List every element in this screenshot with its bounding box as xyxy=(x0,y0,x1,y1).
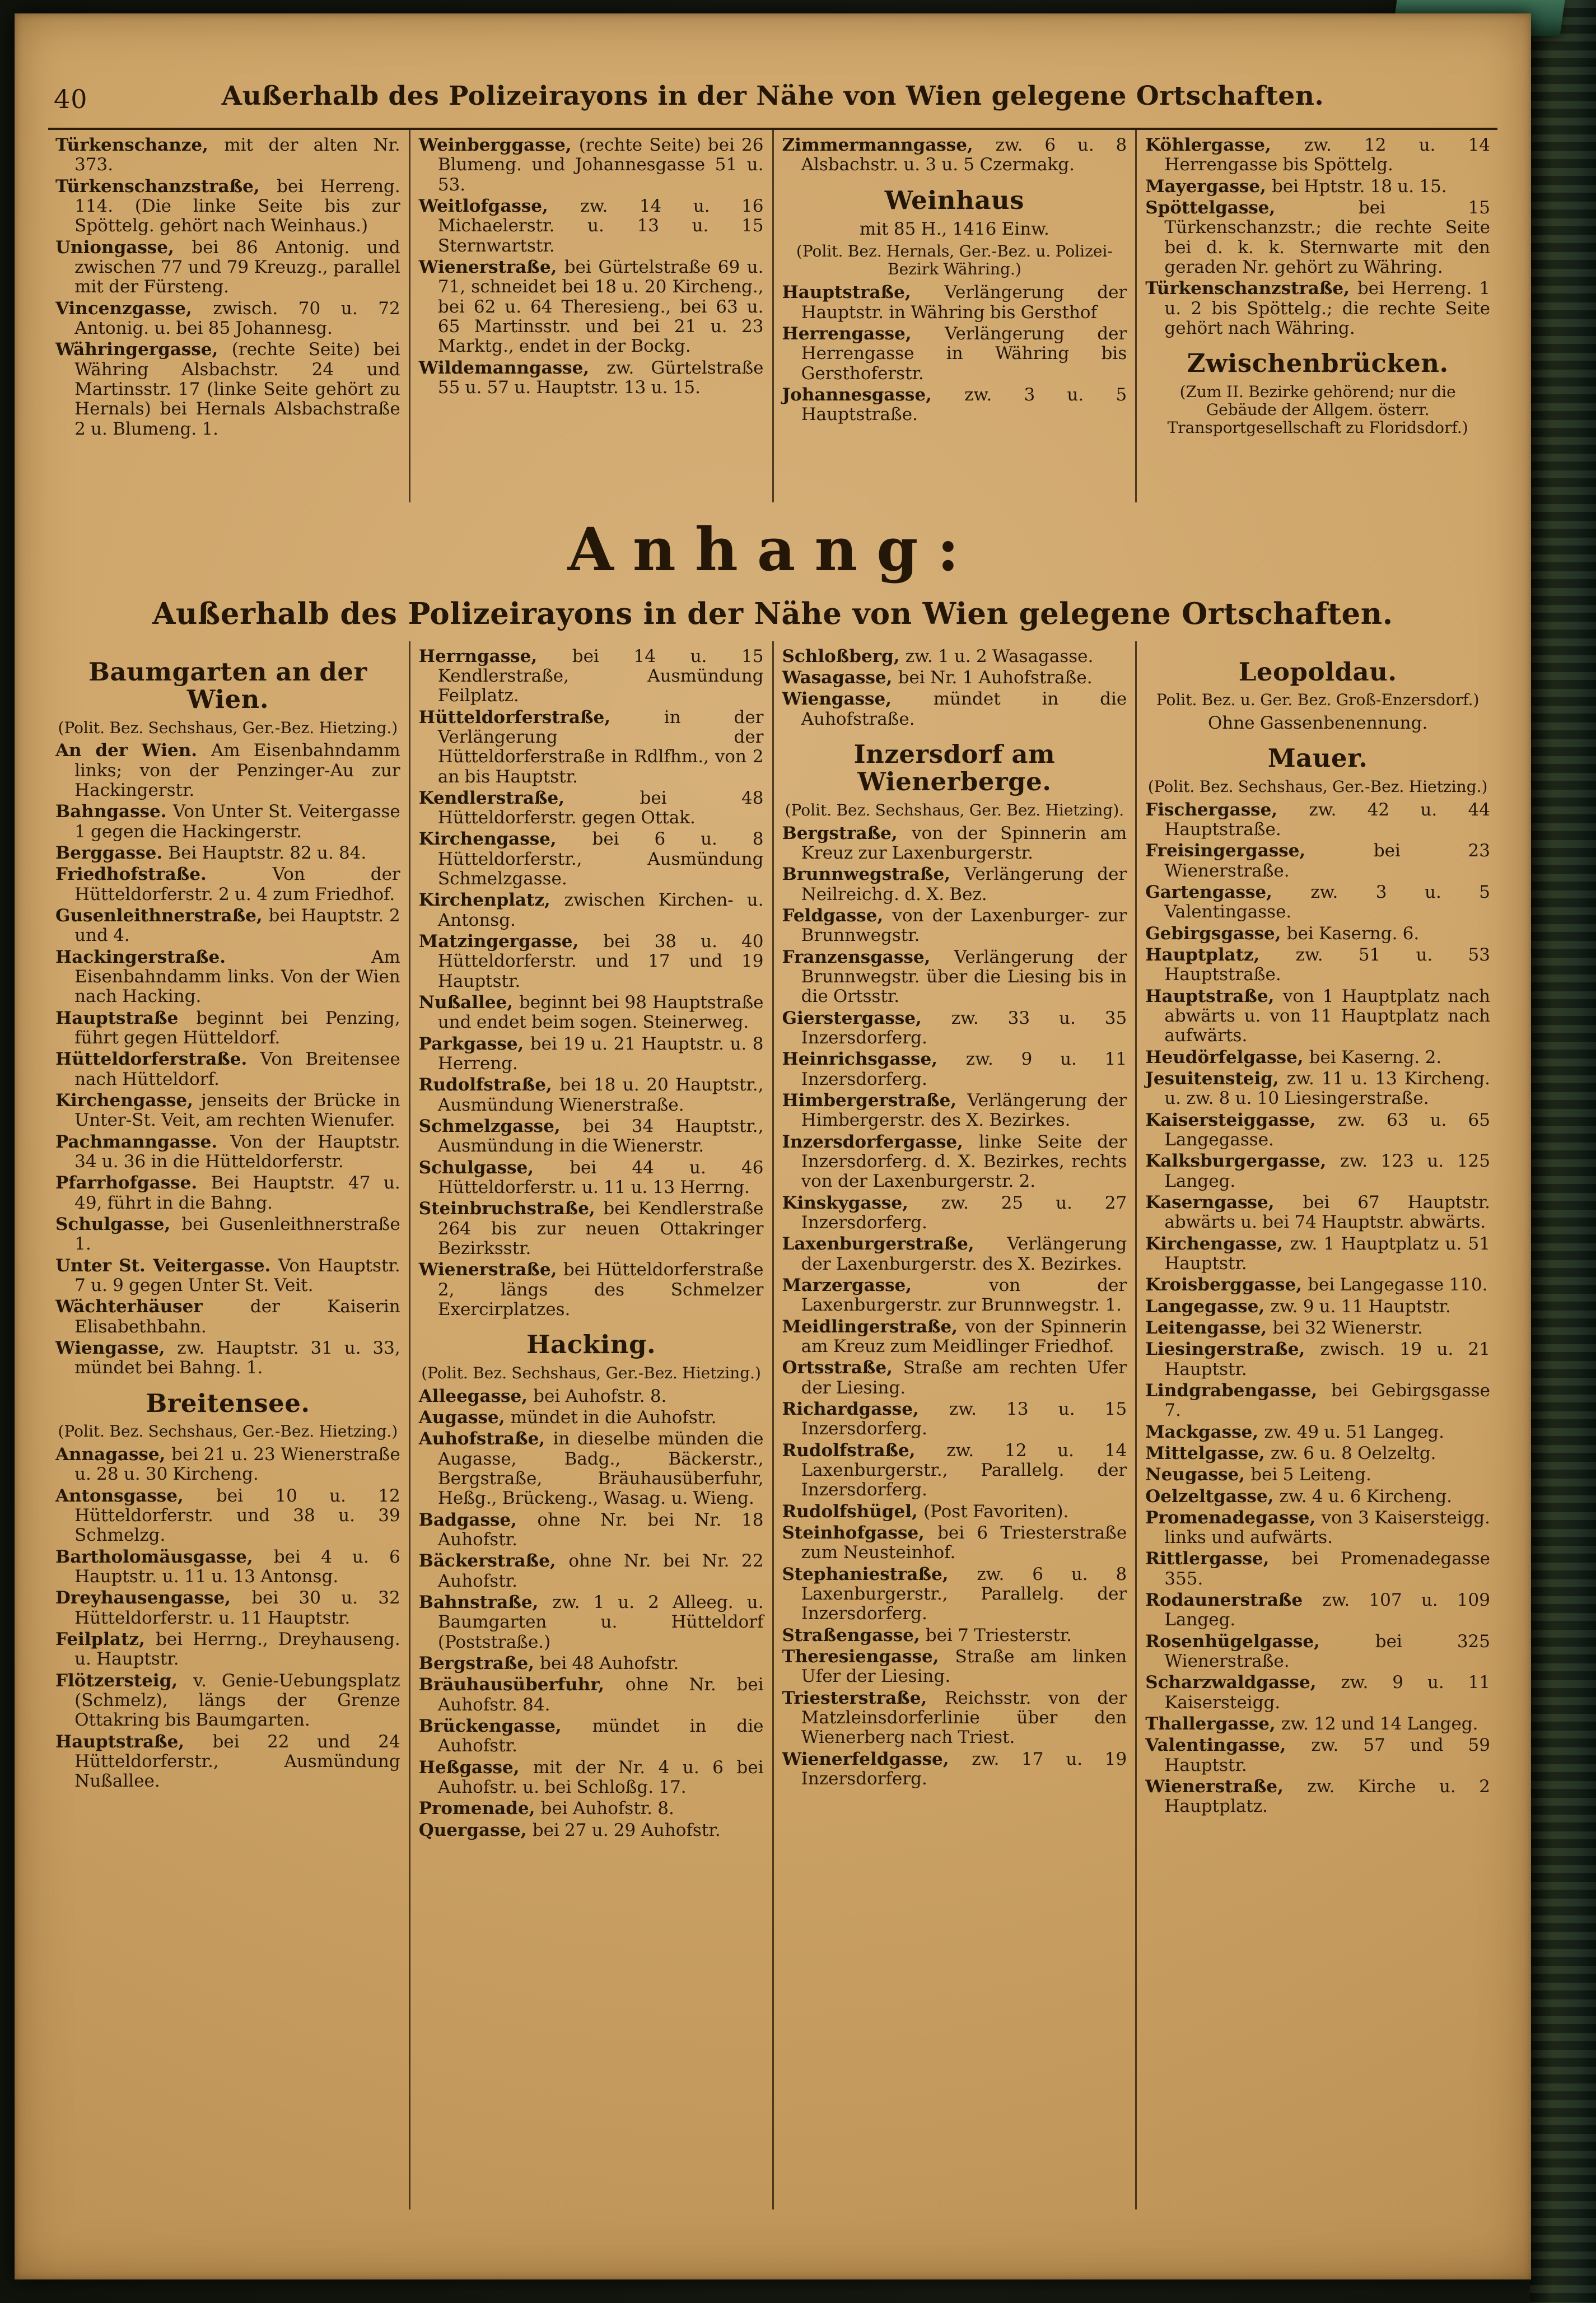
street-name: Weitlofgasse, xyxy=(418,195,581,216)
street-name: Uniongasse, xyxy=(55,237,192,258)
anhang-subtitle: Außerhalb des Polizeirayons in der Nähe von Wien gelegene Ortschaften. xyxy=(152,596,1393,631)
directory-entry: Johannesgasse, zw. 3 u. 5 Hauptstraße. xyxy=(782,384,1127,425)
street-name: Rudolfstraße, xyxy=(418,1075,560,1095)
street-name: Wasagasse, xyxy=(782,667,898,688)
directory-entry: Bahnstraße, zw. 1 u. 2 Alleeg. u. Baumgarten u. Hütteldorf (Poststraße.) xyxy=(418,1592,764,1652)
street-name: Kalksburgergasse, xyxy=(1145,1151,1340,1172)
directory-entry: Herrngasse, bei 14 u. 15 Kendlerstraße, Ausmündung Feilplatz. xyxy=(418,646,764,706)
street-name: Matzingergasse, xyxy=(418,931,604,952)
street-name: Hauptstraße, xyxy=(782,282,945,303)
street-name: Thallergasse, xyxy=(1145,1714,1281,1735)
street-name: Kaserngasse, xyxy=(1145,1192,1303,1213)
directory-entry: Spöttelgasse, bei 15 Türkenschanzstr.; die rechte Seite bei d. k. k. Sternwarte mit den geraden Nr. gehört zu Währing. xyxy=(1145,197,1490,277)
section-heading: Inzersdorf am Wienerberge. xyxy=(853,739,1056,797)
directory-entry: Herrengasse, Verlängerung der Herrengasse in Währing bis Gersthoferstr. xyxy=(782,323,1127,384)
street-name: Mayergasse, xyxy=(1145,176,1272,197)
top-column-3 xyxy=(772,130,1136,502)
street-name: Ortsstraße, xyxy=(782,1358,903,1378)
directory-entry: Kaisersteiggasse, zw. 63 u. 65 Langegasse. xyxy=(1145,1109,1490,1150)
district-note: Polit. Bez. u. Ger. Bez. Groß-Enzersdorf.) xyxy=(1156,691,1480,710)
street-name: Hauptstraße, xyxy=(1145,986,1283,1006)
directory-entry: Währingergasse, (rechte Seite) bei Währing Alsbachstr. 24 und Martinsstr. 17 (linke Seite gehört zu Hernals) bei Hernals Alsbachstraße 2 u. Blumeng. 1. xyxy=(55,339,400,439)
directory-entry: Thallergasse, zw. 12 und 14 Langeg. xyxy=(1145,1714,1478,1735)
street-name: Mittelgasse, xyxy=(1145,1443,1271,1463)
street-name: Flötzersteig, xyxy=(55,1670,194,1691)
street-name: Badgasse, xyxy=(418,1509,538,1530)
directory-entry: Kirchenplatz, zwischen Kirchen- u. Antonsg. xyxy=(418,890,764,930)
directory-entry: Rudolfshügel, (Post Favoriten). xyxy=(782,1501,1069,1522)
directory-entry: Gartengasse, zw. 3 u. 5 Valentingasse. xyxy=(1145,882,1490,922)
street-name: Bräuhausüberfuhr, xyxy=(418,1675,626,1695)
directory-entry: Heßgasse, mit der Nr. 4 u. 6 bei Auhofstr. u. bei Schloßg. 17. xyxy=(418,1757,764,1797)
directory-entry: Matzingergasse, bei 38 u. 40 Hütteldorferstr. und 17 und 19 Hauptstr. xyxy=(418,931,764,991)
page-header xyxy=(47,81,1499,120)
street-name: Auhofstraße, xyxy=(418,1429,553,1449)
directory-entry: Augasse, mündet in die Auhofstr. xyxy=(418,1407,717,1428)
street-name: Fischergasse, xyxy=(1145,799,1309,820)
directory-entry: Schulgasse, bei 44 u. 46 Hütteldorferstr. u. 11 u. 13 Herrng. xyxy=(418,1157,764,1198)
directory-entry: Bäckerstraße, ohne Nr. bei Nr. 22 Auhofstr. xyxy=(418,1551,764,1591)
bottom-column-3 xyxy=(772,641,1136,2209)
street-name: Lindgrabengasse, xyxy=(1145,1380,1332,1401)
section-heading: Baumgarten an der Wien. xyxy=(88,656,367,715)
street-name: Hauptstraße, xyxy=(55,1731,213,1752)
directory-entry: Türkenschanze, mit der alten Nr. 373. xyxy=(55,135,400,175)
street-name: Heßgasse, xyxy=(418,1757,533,1778)
street-name: Steinhofgasse, xyxy=(782,1522,938,1543)
directory-entry: Bräuhausüberfuhr, ohne Nr. bei Auhofstr. 84. xyxy=(418,1675,764,1715)
directory-entry: Steinbruchstraße, bei Kendlerstraße 264 bis zur neuen Ottakringer Bezirksstr. xyxy=(418,1199,764,1259)
directory-entry: Theresiengasse, Straße am linken Ufer der Liesing. xyxy=(782,1646,1127,1687)
directory-entry: Neugasse, bei 5 Leiteng. xyxy=(1145,1465,1371,1485)
street-name: Schmelzgasse, xyxy=(418,1116,583,1137)
street-name: Hackingerstraße. xyxy=(55,947,371,967)
centered-line: mit 85 H., 1416 Einw. xyxy=(859,219,1049,240)
street-name: Brückengasse, xyxy=(418,1716,592,1737)
directory-entry: Steinhofgasse, bei 6 Triesterstraße zum Neusteinhof. xyxy=(782,1522,1127,1563)
directory-entry: Vincenzgasse, zwisch. 70 u. 72 Antonig. u. bei 85 Johannesg. xyxy=(55,298,400,338)
directory-entry: Hütteldorferstraße. Von Breitensee nach Hütteldorf. xyxy=(55,1049,400,1089)
street-name: Heinrichsgasse, xyxy=(782,1049,966,1070)
street-name: Brunnwegstraße, xyxy=(782,864,964,885)
directory-entry: Ortsstraße, Straße am rechten Ufer der Liesing. xyxy=(782,1358,1127,1398)
directory-entry: Wienerfeldgasse, zw. 17 u. 19 Inzersdorferg. xyxy=(782,1749,1127,1789)
street-name: Wiengasse, xyxy=(55,1337,178,1358)
street-name: Annagasse, xyxy=(55,1444,171,1465)
directory-entry: Badgasse, ohne Nr. bei Nr. 18 Auhofstr. xyxy=(418,1509,764,1550)
top-columns xyxy=(47,130,1499,502)
directory-entry: Himbergerstraße, Verlängerung der Himbergerstr. des X. Bezirkes. xyxy=(782,1090,1127,1131)
directory-entry: Promenade, bei Auhofstr. 8. xyxy=(418,1798,674,1819)
directory-entry: Richardgasse, zw. 13 u. 15 Inzersdorferg. xyxy=(782,1398,1127,1439)
street-name: Oelzeltgasse, xyxy=(1145,1486,1280,1507)
street-name: Straßengasse, xyxy=(782,1625,926,1645)
street-name: Türkenschanze, xyxy=(55,135,225,155)
section-heading: Zwischenbrücken. xyxy=(1187,348,1449,379)
street-name: Hütteldorferstraße. xyxy=(55,1049,260,1070)
street-name: Weinberggasse, xyxy=(418,135,579,155)
directory-entry: Liesingerstraße, zwisch. 19 u. 21 Hauptstr. xyxy=(1145,1339,1490,1379)
street-name: Kirchengasse, xyxy=(1145,1233,1290,1254)
street-name: Leitengasse, xyxy=(1145,1317,1273,1338)
bottom-column-4 xyxy=(1135,641,1499,2209)
directory-entry: Friedhofstraße. Von der Hütteldorferstr. 2 u. 4 zum Friedhof. xyxy=(55,864,400,905)
street-name: Langegasse, xyxy=(1145,1296,1271,1317)
top-column-1 xyxy=(47,130,409,502)
directory-entry: Scharzwaldgasse, zw. 9 u. 11 Kaisersteigg. xyxy=(1145,1672,1491,1713)
district-note: (Polit. Bez. Sechshaus, Ger.-Bez. Hietzing.) xyxy=(1147,777,1488,796)
directory-entry: Pfarrhofgasse. Bei Hauptstr. 47 u. 49, führt in die Bahng. xyxy=(55,1173,400,1213)
directory-entry: Hütteldorferstraße, in der Verlängerung der Hütteldorferstraße in Rdlfhm., von 2 an bis Hauptstr. xyxy=(418,707,764,787)
book-edge xyxy=(1530,0,1596,2303)
street-name: Wienerfeldgasse, xyxy=(782,1749,972,1769)
street-name: Bahnstraße, xyxy=(418,1592,553,1613)
directory-entry: Kendlerstraße, bei 48 Hütteldorferstr. gegen Ottak. xyxy=(418,787,764,828)
directory-entry: Türkenschanzstraße, bei Herreng. 114. (Die linke Seite bis zur Spöttelg. gehört nach Weinhaus.) xyxy=(55,176,400,236)
street-name: Rudolfstraße, xyxy=(782,1440,947,1461)
directory-entry: Flötzersteig, v. Genie-Uebungsplatz (Schmelz), längs der Grenze Ottakring bis Baumgarten. xyxy=(55,1670,400,1731)
directory-entry: Rudolfstraße, bei 18 u. 20 Hauptstr., Ausmündung Wienerstraße. xyxy=(418,1075,764,1115)
street-name: Steinbruchstraße, xyxy=(418,1199,604,1219)
street-name: Gierstergasse, xyxy=(782,1008,951,1028)
anhang-title: Anhang: xyxy=(567,514,978,584)
directory-entry: Kinskygasse, zw. 25 u. 27 Inzersdorferg. xyxy=(782,1192,1127,1233)
directory-entry: Leitengasse, bei 32 Wienerstr. xyxy=(1145,1317,1423,1338)
street-name: Inzersdorfergasse, xyxy=(782,1131,979,1152)
street-name: Kirchengasse, xyxy=(418,829,592,850)
directory-entry: Weitlofgasse, zw. 14 u. 16 Michaelerstr. u. 13 u. 15 Sternwartstr. xyxy=(418,195,764,256)
street-name: Pfarrhofgasse. xyxy=(55,1173,211,1194)
street-name: Kendlerstraße, xyxy=(418,787,640,808)
district-note: (Polit. Bez. Hernals, Ger.-Bez. u. Polizei-Bezirk Währing.) xyxy=(796,242,1113,279)
street-name: Kaisersteiggasse, xyxy=(1145,1109,1338,1130)
directory-entry: Freisingergasse, bei 23 Wienerstraße. xyxy=(1145,841,1490,881)
directory-entry: Bergstraße, bei 48 Auhofstr. xyxy=(418,1653,679,1674)
directory-entry: Laxenburgerstraße, Verlängerung der Laxenburgerstr. des X. Bezirkes. xyxy=(782,1234,1127,1274)
street-name: Bergstraße, xyxy=(782,823,912,843)
street-name: Wildemanngasse, xyxy=(418,357,607,378)
directory-entry: Kalksburgergasse, zw. 123 u. 125 Langeg. xyxy=(1145,1151,1491,1191)
street-name: Berggasse. xyxy=(55,843,169,864)
directory-entry: Hauptplatz, zw. 51 u. 53 Hauptstraße. xyxy=(1145,944,1490,985)
street-name: Rudolfshügel, xyxy=(782,1501,923,1522)
directory-entry: Türkenschanzstraße, bei Herreng. 1 u. 2 bis Spöttelg.; die rechte Seite gehört nach Währing. xyxy=(1145,278,1490,338)
street-name: Promenade, xyxy=(418,1798,541,1819)
directory-entry: Wiengasse, zw. Hauptstr. 31 u. 33, mündet bei Bahng. 1. xyxy=(55,1337,400,1378)
street-name: Kirchenplatz, xyxy=(418,890,564,911)
street-name: Quergasse, xyxy=(418,1820,533,1840)
street-name: Liesingerstraße, xyxy=(1145,1339,1320,1360)
street-name: Bahngasse. xyxy=(55,801,173,822)
directory-entry: Wasagasse, bei Nr. 1 Auhofstraße. xyxy=(782,667,1093,688)
street-name: Spöttelgasse, xyxy=(1145,197,1359,218)
directory-entry: Köhlergasse, zw. 12 u. 14 Herrengasse bis Spöttelg. xyxy=(1145,135,1490,175)
street-name: Türkenschanzstraße, xyxy=(1145,278,1357,299)
street-name: Herrngasse, xyxy=(418,646,572,666)
street-name: Mackgasse, xyxy=(1145,1421,1264,1442)
street-name: Kinskygasse, xyxy=(782,1192,941,1213)
directory-entry: Mayergasse, bei Hptstr. 18 u. 15. xyxy=(1145,176,1447,197)
street-name: Türkenschanzstraße, xyxy=(55,176,277,197)
directory-entry: Hauptstraße beginnt bei Penzing, führt gegen Hütteldorf. xyxy=(55,1008,400,1048)
directory-entry: Promenadegasse, von 3 Kaisersteigg. links und aufwärts. xyxy=(1145,1507,1490,1548)
street-name: Franzensgasse, xyxy=(782,947,954,967)
street-name: Gebirgsgasse, xyxy=(1145,923,1287,944)
directory-entry: Wienerstraße, bei Gürtelstraße 69 u. 71, schneidet bei 18 u. 20 Kircheng., bei 62 u. 64 Theresieng., bei 63 u. 65 Martinsstr. und bei 21 u. 23 Marktg., endet in der Bockg. xyxy=(418,257,764,357)
street-name: An der Wien. xyxy=(55,740,211,761)
directory-entry: Hauptstraße, Verlängerung der Hauptstr. in Währing bis Gersthof xyxy=(782,282,1127,323)
street-name: Bergstraße, xyxy=(418,1653,540,1674)
directory-entry: Franzensgasse, Verlängerung der Brunnwegstr. über die Liesing bis in die Ortsstr. xyxy=(782,947,1127,1007)
directory-entry: Lindgrabengasse, bei Gebirgsgasse 7. xyxy=(1145,1380,1490,1421)
directory-entry: Rosenhügelgasse, bei 325 Wienerstraße. xyxy=(1145,1631,1490,1672)
street-name: Triesterstraße, xyxy=(782,1687,945,1708)
directory-entry: Marzergasse, von der Laxenburgerstr. zur Brunnwegstr. 1. xyxy=(782,1275,1127,1316)
street-name: Himbergerstraße, xyxy=(782,1090,968,1111)
street-name: Herrengasse, xyxy=(782,323,945,344)
directory-entry: Schulgasse, bei Gusenleithnerstraße 1. xyxy=(55,1214,400,1255)
directory-entry: Valentingasse, zw. 57 und 59 Hauptstr. xyxy=(1145,1735,1490,1775)
directory-entry: Hauptstraße, von 1 Hauptplatz nach abwärts u. von 11 Hauptplatz nach aufwärts. xyxy=(1145,986,1490,1046)
district-note: (Polit. Bez. Sechshaus, Ger.-Bez. Hietzing.) xyxy=(58,718,398,737)
directory-entry: Antonsgasse, bei 10 u. 12 Hütteldorferstr. und 38 u. 39 Schmelzg. xyxy=(55,1485,400,1546)
directory-entry: Mittelgasse, zw. 6 u. 8 Oelzeltg. xyxy=(1145,1443,1436,1463)
directory-entry: Bartholomäusgasse, bei 4 u. 6 Hauptstr. u. 11 u. 13 Antonsg. xyxy=(55,1546,400,1587)
street-name: Gartengasse, xyxy=(1145,882,1311,902)
district-note: (Polit. Bez. Sechshaus, Ger. Bez. Hietzing). xyxy=(785,800,1124,819)
street-name: Wiengasse, xyxy=(782,689,934,710)
street-name: Feilplatz, xyxy=(55,1629,156,1649)
directory-entry: Rittlergasse, bei Promenadegasse 355. xyxy=(1145,1549,1490,1589)
directory-entry: Rodaunerstraße zw. 107 u. 109 Langeg. xyxy=(1145,1590,1491,1630)
directory-entry: Rudolfstraße, zw. 12 u. 14 Laxenburgerstr., Parallelg. der Inzersdorferg. xyxy=(782,1440,1127,1500)
directory-entry: Straßengasse, bei 7 Triesterstr. xyxy=(782,1625,1072,1645)
directory-entry: Heudörfelgasse, bei Kaserng. 2. xyxy=(1145,1047,1442,1067)
street-name: Augasse, xyxy=(418,1407,511,1428)
street-name: Wienerstraße, xyxy=(418,257,564,277)
street-name: Vincenzgasse, xyxy=(55,298,213,319)
page-header-title: Außerhalb des Polizeirayons in der Nähe von Wien gelegene Ortschaften. xyxy=(221,81,1324,111)
street-name: Bartholomäusgasse, xyxy=(55,1546,274,1567)
directory-entry: Wienerstraße, zw. Kirche u. 2 Hauptplatz. xyxy=(1145,1777,1491,1817)
directory-entry: Dreyhausengasse, bei 30 u. 32 Hütteldorferstr. u. 11 Hauptstr. xyxy=(55,1588,400,1628)
street-name: Bäckerstraße, xyxy=(418,1551,569,1572)
street-name: Schulgasse, xyxy=(55,1214,182,1234)
directory-entry: Inzersdorfergasse, linke Seite der Inzersdorferg. d. X. Bezirkes, rechts von der Laxenburgerstr. 2. xyxy=(782,1131,1127,1192)
directory-entry: Alleegasse, bei Auhofstr. 8. xyxy=(418,1386,667,1406)
street-name: Richardgasse, xyxy=(782,1398,949,1419)
directory-entry: Jesuitensteig, zw. 11 u. 13 Kircheng. u. zw. 8 u. 10 Liesingerstraße. xyxy=(1145,1068,1491,1109)
directory-entry: Zimmermanngasse, zw. 6 u. 8 Alsbachstr. u. 3 u. 5 Czermakg. xyxy=(782,135,1127,175)
section-heading: Breitensee. xyxy=(146,1388,310,1418)
street-name: Unter St. Veitergasse. xyxy=(55,1255,278,1276)
street-name: Kroisberggasse, xyxy=(1145,1275,1308,1295)
section-heading: Weinhaus xyxy=(884,185,1024,215)
street-name: Wienerstraße, xyxy=(418,1260,563,1280)
street-name: Scharzwaldgasse, xyxy=(1145,1672,1341,1693)
street-name: Kirchengasse, xyxy=(55,1090,202,1111)
directory-entry: Feldgasse, von der Laxenburger- zur Brunnwegstr. xyxy=(782,906,1127,946)
district-note: (Polit. Bez. Sechshaus, Ger.-Bez. Hietzing.) xyxy=(58,1422,398,1441)
directory-entry: Brückengasse, mündet in die Auhofstr. xyxy=(418,1716,764,1756)
district-note: (Zum II. Bezirke gehörend; nur die Gebäude der Allgem. österr. Transportgesellschaft zu Floridsdorf.) xyxy=(1167,382,1468,437)
street-name: Jesuitensteig, xyxy=(1145,1068,1287,1089)
directory-entry: Hackingerstraße. Am Eisenbahndamm links. Von der Wien nach Hacking. xyxy=(55,947,400,1007)
directory-entry: Feilplatz, bei Herrng., Dreyhauseng. u. Hauptstr. xyxy=(55,1629,400,1670)
directory-entry: Mackgasse, zw. 49 u. 51 Langeg. xyxy=(1145,1421,1444,1442)
directory-entry: Fischergasse, zw. 42 u. 44 Hauptstraße. xyxy=(1145,799,1490,840)
directory-entry: Bergstraße, von der Spinnerin am Kreuz zur Laxenburgerstr. xyxy=(782,823,1127,864)
bottom-column-2 xyxy=(409,641,772,2209)
street-name: Friedhofstraße. xyxy=(55,864,273,885)
directory-entry: Weinberggasse, (rechte Seite) bei 26 Blumeng. und Johannesgasse 51 u. 53. xyxy=(418,135,764,195)
street-name: Freisingergasse, xyxy=(1145,841,1374,861)
section-heading: Hacking. xyxy=(526,1330,656,1360)
street-name: Theresiengasse, xyxy=(782,1646,955,1667)
street-name: Promenadegasse, xyxy=(1145,1507,1322,1528)
directory-entry: Nußallee, beginnt bei 98 Hauptstraße und endet beim sogen. Steinerweg. xyxy=(418,992,764,1033)
street-name: Stephaniestraße, xyxy=(782,1564,977,1584)
centered-line: Ohne Gassenbenennung. xyxy=(1207,712,1428,733)
directory-entry: Unter St. Veitergasse. Von Hauptstr. 7 u. 9 gegen Unter St. Veit. xyxy=(55,1255,400,1295)
section-heading: Leopoldau. xyxy=(1238,656,1397,687)
page-number: 40 xyxy=(54,84,88,114)
directory-entry: Uniongasse, bei 86 Antonig. und zwischen 77 und 79 Kreuzg., parallel mit der Fürsteng. xyxy=(55,237,400,297)
directory-entry: Bahngasse. Von Unter St. Veitergasse 1 gegen die Hackingerstr. xyxy=(55,801,400,842)
street-name: Valentingasse, xyxy=(1145,1735,1312,1756)
directory-entry: Meidlingerstraße, von der Spinnerin am Kreuz zum Meidlinger Friedhof. xyxy=(782,1316,1127,1356)
top-column-4 xyxy=(1135,130,1499,502)
directory-entry: Triesterstraße, Reichsstr. von der Matzleinsdorferlinie über den Wienerberg nach Triest. xyxy=(782,1687,1127,1748)
street-name: Gusenleithnerstraße, xyxy=(55,906,269,926)
directory-entry: An der Wien. Am Eisenbahndamm links; von der Penzinger-Au zur Hackingerstr. xyxy=(55,740,400,801)
street-name: Dreyhausengasse, xyxy=(55,1588,252,1609)
street-name: Rodaunerstraße xyxy=(1145,1590,1323,1611)
directory-entry: Gusenleithnerstraße, bei Hauptstr. 2 und 4. xyxy=(55,906,400,946)
street-name: Wienerstraße, xyxy=(1145,1777,1308,1797)
directory-entry: Oelzeltgasse, zw. 4 u. 6 Kircheng. xyxy=(1145,1486,1453,1507)
street-name: Neugasse, xyxy=(1145,1465,1251,1485)
directory-entry: Kroisberggasse, bei Langegasse 110. xyxy=(1145,1275,1488,1295)
street-name: Wächterhäuser xyxy=(55,1297,250,1317)
street-name: Rosenhügelgasse, xyxy=(1145,1631,1375,1652)
page-content xyxy=(15,13,1531,2237)
directory-entry: Wienerstraße, bei Hütteldorferstraße 2, längs des Schmelzer Exercirplatzes. xyxy=(418,1260,764,1320)
directory-entry: Stephaniestraße, zw. 6 u. 8 Laxenburgerstr., Parallelg. der Inzersdorferg. xyxy=(782,1564,1127,1624)
directory-entry: Berggasse. Bei Hauptstr. 82 u. 84. xyxy=(55,843,367,864)
page-paper xyxy=(15,13,1531,2279)
street-name: Meidlingerstraße, xyxy=(782,1316,965,1337)
directory-entry: Parkgasse, bei 19 u. 21 Hauptstr. u. 8 Herreng. xyxy=(418,1033,764,1074)
street-name: Parkgasse, xyxy=(418,1033,530,1054)
directory-entry: Langegasse, zw. 9 u. 11 Hauptstr. xyxy=(1145,1296,1451,1317)
directory-entry: Schloßberg, zw. 1 u. 2 Wasagasse. xyxy=(782,646,1094,666)
street-name: Laxenburgerstraße, xyxy=(782,1234,1007,1255)
street-name: Zimmermanngasse, xyxy=(782,135,996,155)
district-note: (Polit. Bez. Sechshaus, Ger.-Bez. Hietzing.) xyxy=(421,1363,761,1382)
bottom-columns xyxy=(47,641,1499,2209)
street-name: Köhlergasse, xyxy=(1145,135,1304,155)
directory-entry: Quergasse, bei 27 u. 29 Auhofstr. xyxy=(418,1820,721,1840)
street-name: Alleegasse, xyxy=(418,1386,534,1406)
street-name: Rittlergasse, xyxy=(1145,1549,1292,1569)
directory-entry: Wiengasse, mündet in die Auhofstraße. xyxy=(782,689,1127,729)
directory-entry: Gierstergasse, zw. 33 u. 35 Inzersdorferg. xyxy=(782,1008,1127,1048)
street-name: Hauptstraße xyxy=(55,1008,197,1028)
directory-entry: Wildemanngasse, zw. Gürtelstraße 55 u. 57 u. Hauptstr. 13 u. 15. xyxy=(418,357,764,398)
directory-entry: Annagasse, bei 21 u. 23 Wienerstraße u. 28 u. 30 Kircheng. xyxy=(55,1444,400,1485)
street-name: Hauptplatz, xyxy=(1145,944,1296,965)
directory-entry: Heinrichsgasse, zw. 9 u. 11 Inzersdorferg. xyxy=(782,1049,1127,1089)
directory-entry: Auhofstraße, in dieselbe münden die Augasse, Badg., Bäckerstr., Bergstraße, Bräuhausüberfuhr, Heßg., Brückeng., Wasag. u. Wieng. xyxy=(418,1429,764,1509)
anhang-section xyxy=(47,514,1499,631)
directory-entry: Wächterhäuser der Kaiserin Elisabethbahn. xyxy=(55,1297,400,1337)
directory-entry: Schmelzgasse, bei 34 Hauptstr., Ausmündung in die Wienerstr. xyxy=(418,1116,764,1157)
street-name: Marzergasse, xyxy=(782,1275,990,1295)
street-name: Pachmanngasse. xyxy=(55,1131,231,1152)
directory-entry: Kirchengasse, zw. 1 Hauptplatz u. 51 Hauptstr. xyxy=(1145,1233,1490,1274)
directory-entry: Kirchengasse, bei 6 u. 8 Hütteldorferstr., Ausmündung Schmelzgasse. xyxy=(418,829,764,889)
street-name: Hütteldorferstraße, xyxy=(418,707,664,728)
directory-entry: Gebirgsgasse, bei Kaserng. 6. xyxy=(1145,923,1420,944)
street-name: Schloßberg, xyxy=(782,646,906,666)
bottom-column-1 xyxy=(47,641,409,2209)
street-name: Heudörfelgasse, xyxy=(1145,1047,1309,1067)
street-name: Antonsgasse, xyxy=(55,1485,217,1506)
directory-entry: Pachmanngasse. Von der Hauptstr. 34 u. 36 in die Hütteldorferstr. xyxy=(55,1131,400,1172)
directory-entry: Kirchengasse, jenseits der Brücke in Unter-St. Veit, am rechten Wienufer. xyxy=(55,1090,400,1131)
street-name: Nußallee, xyxy=(418,992,520,1013)
directory-entry: Kaserngasse, bei 67 Hauptstr. abwärts u. bei 74 Hauptstr. abwärts. xyxy=(1145,1192,1490,1233)
top-column-2 xyxy=(409,130,772,502)
street-name: Feldgasse, xyxy=(782,906,893,926)
street-name: Schulgasse, xyxy=(418,1157,570,1178)
street-name: Johannesgasse, xyxy=(782,384,965,405)
section-heading: Mauer. xyxy=(1267,743,1368,773)
street-name: Währingergasse, xyxy=(55,339,232,360)
directory-entry: Brunnwegstraße, Verlängerung der Neilreichg. d. X. Bez. xyxy=(782,864,1127,905)
directory-entry: Hauptstraße, bei 22 und 24 Hütteldorferstr., Ausmündung Nußallee. xyxy=(55,1731,400,1792)
